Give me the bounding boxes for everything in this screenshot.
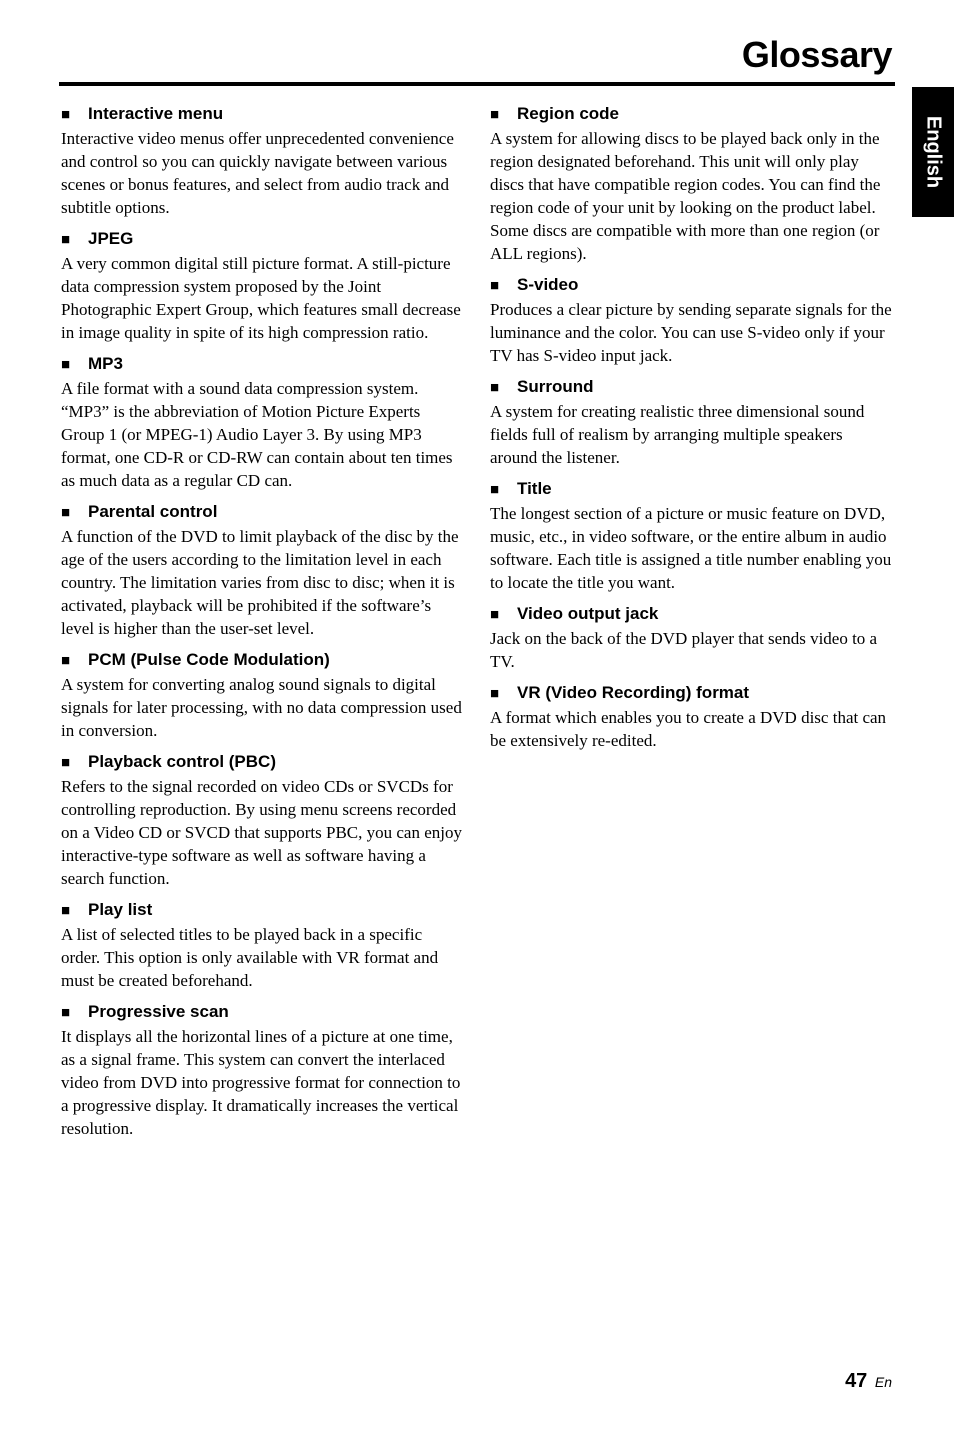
- glossary-term-label: S-video: [517, 275, 579, 294]
- glossary-entry: [490, 376, 892, 469]
- glossary-term-label: Parental control: [88, 502, 218, 521]
- glossary-entry: [61, 899, 463, 992]
- title-rule: [59, 82, 895, 86]
- glossary-term: [61, 228, 463, 251]
- glossary-column-right: [490, 103, 892, 761]
- glossary-definition: A list of selected titles to be played back in a specific order. This option is only available with VR format and must be created beforehand.: [61, 925, 439, 990]
- glossary-term-label: Surround: [517, 377, 594, 396]
- glossary-definition: It displays all the horizontal lines of a picture at one time, as a signal frame. This system can convert the interlaced video from DVD into progressive format for connection to a progressive display. It dramatically increases the vertical resolution.: [61, 1027, 461, 1138]
- glossary-term-label: MP3: [88, 354, 123, 373]
- glossary-entry: [61, 649, 463, 742]
- glossary-definition: A system for creating realistic three dimensional sound fields full of realism by arranging multiple speakers around the listener.: [490, 402, 865, 467]
- glossary-entry: [61, 103, 463, 219]
- glossary-entry: [61, 501, 463, 640]
- glossary-definition: A very common digital still picture format. A still-picture data compression system proposed by the Joint Photographic Expert Group, which features small decrease in image quality in spite of its high compression ratio.: [61, 254, 461, 342]
- glossary-term-label: Title: [517, 479, 552, 498]
- glossary-term-label: Interactive menu: [88, 104, 224, 123]
- bullet-icon: ■: [61, 231, 71, 248]
- page-language-code: En: [874, 1374, 892, 1390]
- glossary-term: [61, 649, 463, 672]
- glossary-term: [61, 501, 463, 524]
- glossary-definition: The longest section of a picture or music feature on DVD, music, etc., in video software, or the entire album in audio software. Each title is assigned a title number enabling you to locate the title you want.: [490, 504, 892, 592]
- glossary-entry: [61, 353, 463, 492]
- glossary-definition: A function of the DVD to limit playback of the disc by the age of the users according to the limitation level in each country. The limitation varies from disc to disc; when it is activated, playback will be prohibited if the software’s level is higher than the user-set level.: [61, 527, 459, 638]
- page-title: Glossary: [741, 34, 892, 75]
- glossary-entry: [490, 478, 892, 594]
- glossary-term-label: Region code: [517, 104, 620, 123]
- bullet-icon: ■: [490, 277, 500, 294]
- bullet-icon: ■: [490, 606, 500, 623]
- glossary-definition: Refers to the signal recorded on video CDs or SVCDs for controlling reproduction. By using menu screens recorded on a Video CD or SVCD that supports PBC, you can enjoy interactive-type software as well as software having a search function.: [61, 777, 462, 888]
- glossary-entry: [61, 751, 463, 890]
- language-tab: [912, 87, 954, 217]
- bullet-icon: ■: [490, 685, 500, 702]
- glossary-term-label: PCM (Pulse Code Modulation): [88, 650, 330, 669]
- bullet-icon: ■: [490, 481, 500, 498]
- glossary-definition: Produces a clear picture by sending separate signals for the luminance and the color. You can use S-video only if your TV has S-video input jack.: [490, 300, 892, 365]
- glossary-definition: A file format with a sound data compression system. “MP3” is the abbreviation of Motion Picture Experts Group 1 (or MPEG-1) Audio Layer 3. By using MP3 format, one CD-R or CD-RW can contain about ten times as much data as a regular CD can.: [61, 379, 453, 490]
- glossary-term-label: Play list: [88, 900, 153, 919]
- glossary-term: [490, 376, 892, 399]
- bullet-icon: ■: [61, 902, 71, 919]
- bullet-icon: ■: [61, 1004, 71, 1021]
- glossary-term: [490, 478, 892, 501]
- glossary-term: [490, 682, 892, 705]
- glossary-term-label: VR (Video Recording) format: [517, 683, 750, 702]
- bullet-icon: ■: [490, 106, 500, 123]
- bullet-icon: ■: [61, 356, 71, 373]
- glossary-term: [490, 603, 892, 626]
- glossary-definition: Jack on the back of the DVD player that sends video to a TV.: [490, 629, 878, 671]
- glossary-term-label: JPEG: [88, 229, 134, 248]
- bullet-icon: ■: [61, 754, 71, 771]
- page-number-value: 47: [845, 1370, 868, 1392]
- glossary-definition: A system for allowing discs to be played back only in the region designated beforehand. This unit will only play discs that have compatible region codes. You can find the region code of your unit by looking on the product label. Some discs are compatible with more than one region (or ALL regions).: [490, 129, 881, 263]
- glossary-term-label: Playback control (PBC): [88, 752, 276, 771]
- bullet-icon: ■: [61, 106, 71, 123]
- glossary-entry: [490, 274, 892, 367]
- glossary-term: [490, 103, 892, 126]
- bullet-icon: ■: [61, 504, 71, 521]
- bullet-icon: ■: [490, 379, 500, 396]
- glossary-definition: A format which enables you to create a DVD disc that can be extensively re-edited.: [490, 708, 887, 750]
- glossary-entry: [490, 603, 892, 673]
- glossary-term: [61, 353, 463, 376]
- bullet-icon: ■: [61, 652, 71, 669]
- glossary-term: [61, 751, 463, 774]
- glossary-definition: Interactive video menus offer unprecedented convenience and control so you can quickly navigate between various scenes or bonus features, and select from audio track and subtitle options.: [61, 129, 454, 217]
- glossary-entry: [61, 228, 463, 344]
- language-tab-label: English: [922, 115, 945, 189]
- glossary-entry: [490, 103, 892, 265]
- glossary-definition: A system for converting analog sound signals to digital signals for later processing, with no data compression used in conversion.: [61, 675, 462, 740]
- glossary-term-label: Progressive scan: [88, 1002, 229, 1021]
- glossary-term: [61, 1001, 463, 1024]
- glossary-term: [61, 899, 463, 922]
- glossary-term-label: Video output jack: [517, 604, 659, 623]
- glossary-term: [490, 274, 892, 297]
- glossary-column-left: [61, 103, 463, 1149]
- page-number: [845, 1370, 892, 1393]
- glossary-term: [61, 103, 463, 126]
- glossary-entry: [490, 682, 892, 752]
- glossary-entry: [61, 1001, 463, 1140]
